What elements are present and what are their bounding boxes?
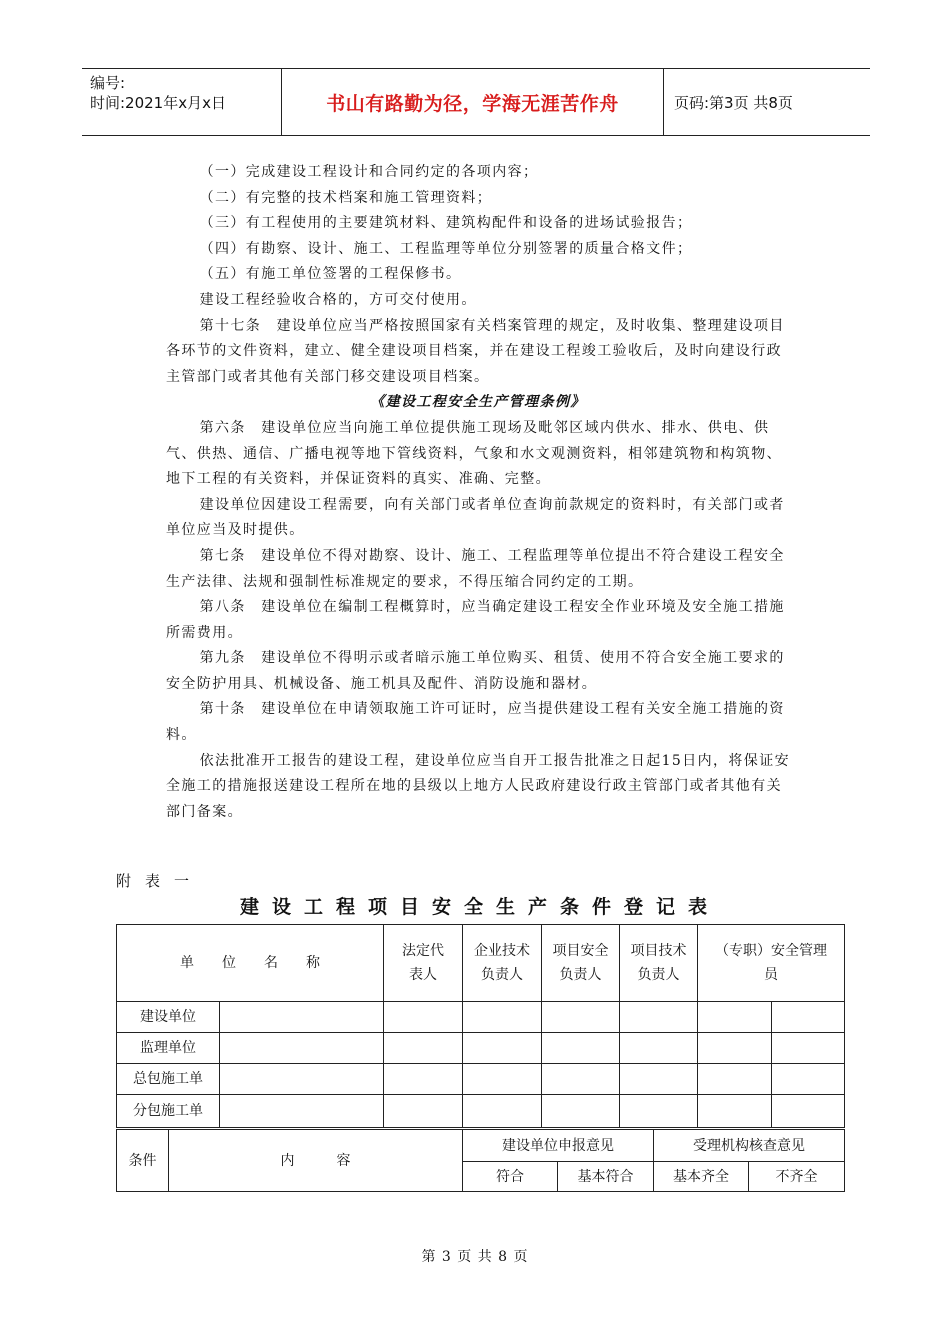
table-row — [117, 1095, 845, 1128]
table-cell[interactable] — [384, 1064, 463, 1095]
row-label: 分包施工单 — [117, 1095, 220, 1128]
article-7: 第七条 建设单位不得对勘察、设计、施工、工程监理等单位提出不符合建设工程安全生产法律、法规和强制性标准规定的要求，不得压缩合同约定的工期。 — [166, 547, 785, 590]
unit-table — [116, 924, 845, 1128]
option-basic-complete: 基本齐全 — [654, 1162, 749, 1192]
table-cell[interactable] — [772, 1033, 845, 1064]
table-cell[interactable] — [542, 1064, 620, 1095]
table-cell[interactable] — [463, 1095, 542, 1128]
table-cell[interactable] — [698, 1033, 772, 1064]
article-9: 第九条 建设单位不得明示或者暗示施工单位购买、租赁、使用不符合安全施工要求的安全防护用具、机械设备、施工机具及配件、消防设施和器材。 — [166, 650, 785, 692]
header-unit-name: 单 位 名 称 — [117, 925, 384, 1002]
header-project-safety: 项目安全负责人 — [542, 925, 620, 1002]
table-cell[interactable] — [620, 1095, 698, 1128]
paragraph: 建设单位因建设工程需要，向有关部门或者单位查询前款规定的资料时，有关部门或者单位应当及时提供。 — [166, 496, 785, 539]
table-cell[interactable] — [384, 1033, 463, 1064]
table-cell[interactable] — [542, 1033, 620, 1064]
header-apply-opinion: 建设单位申报意见 — [463, 1130, 654, 1162]
table-cell[interactable] — [772, 1002, 845, 1033]
header-meta — [82, 69, 282, 135]
list-item: （二）有完整的技术档案和施工管理资料； — [199, 189, 493, 206]
article-17: 第十七条 建设单位应当严格按照国家有关档案管理的规定，及时收集、整理建设项目各环节的文件资料，建立、健全建设项目档案，并在建设工程竣工验收后，及时向建设行政主管部门或者其他有关部门移交建设项目档案。 — [166, 317, 785, 385]
table-cell[interactable] — [463, 1033, 542, 1064]
table-cell[interactable] — [620, 1002, 698, 1033]
table-cell[interactable] — [698, 1002, 772, 1033]
option-incomplete: 不齐全 — [749, 1162, 845, 1192]
header-legal-rep: 法定代表人 — [384, 925, 463, 1002]
article-6: 第六条 建设单位应当向施工单位提供施工现场及毗邻区域内供水、排水、供电、供气、供热、通信、广播电视等地下管线资料，气象和水文观测资料，相邻建筑物和构筑物、地下工程的有关资料，并保证资料的真实、准确、完整。 — [166, 419, 782, 488]
form-title: 建设工程项目安全生产条件登记表 — [239, 896, 720, 918]
article-8: 第八条 建设单位在编制工程概算时，应当确定建设工程安全作业环境及安全施工措施所需费用。 — [166, 599, 785, 641]
table-cell[interactable] — [384, 1095, 463, 1128]
document-time: 时间:2021年x月x日 — [90, 94, 226, 112]
paragraph: 建设工程经验收合格的，方可交付使用。 — [199, 291, 477, 308]
header-slogan: 书山有路勤为径，学海无涯苦作舟 — [282, 69, 664, 135]
row-label: 监理单位 — [117, 1033, 220, 1064]
document-number: 编号: — [90, 74, 126, 92]
table-header-row — [117, 925, 845, 1002]
option-basic-conform: 基本符合 — [558, 1162, 654, 1192]
header-review-opinion: 受理机构核查意见 — [654, 1130, 845, 1162]
table-cell[interactable] — [620, 1064, 698, 1095]
list-item: （五）有施工单位签署的工程保修书。 — [199, 266, 462, 283]
table-cell[interactable] — [220, 1095, 384, 1128]
condition-table — [116, 1129, 845, 1192]
header-condition: 条件 — [117, 1130, 169, 1192]
row-label: 建设单位 — [117, 1002, 220, 1033]
table-cell[interactable] — [220, 1064, 384, 1095]
document-body — [166, 160, 790, 825]
table-cell[interactable] — [772, 1095, 845, 1128]
table-cell[interactable] — [772, 1064, 845, 1095]
table-cell[interactable] — [463, 1002, 542, 1033]
header-content: 内 容 — [169, 1130, 463, 1192]
regulation-title: 《建设工程安全生产管理条例》 — [370, 394, 586, 411]
list-item: （三）有工程使用的主要建筑材料、建筑构配件和设备的进场试验报告； — [199, 215, 693, 232]
table-row — [117, 1002, 845, 1033]
table-cell[interactable] — [542, 1095, 620, 1128]
article-10: 第十条 建设单位在申请领取施工许可证时，应当提供建设工程有关安全施工措施的资料。 — [166, 701, 785, 744]
table-cell[interactable] — [698, 1064, 772, 1095]
list-item: （一）完成建设工程设计和合同约定的各项内容； — [199, 164, 539, 180]
table-cell[interactable] — [463, 1064, 542, 1095]
table-row — [117, 1064, 845, 1095]
table-cell[interactable] — [220, 1033, 384, 1064]
row-label: 总包施工单 — [117, 1064, 220, 1095]
paragraph: 依法批准开工报告的建设工程，建设单位应当自开工报告批准之日起15日内，将保证安全施工的措施报送建设工程所在地的县级以上地方人民政府建设行政主管部门或者其他有关部门备案。 — [166, 752, 791, 820]
list-item: （四）有勘察、设计、施工、工程监理等单位分别签署的质量合格文件； — [199, 240, 693, 257]
table-cell[interactable] — [620, 1033, 698, 1064]
table-cell[interactable] — [542, 1002, 620, 1033]
page-footer: 第 3 页 共 8 页 — [421, 1249, 529, 1265]
table-header-row — [117, 1130, 845, 1162]
table-cell[interactable] — [220, 1002, 384, 1033]
appendix-label: 附表一 — [116, 872, 204, 890]
option-conform: 符合 — [463, 1162, 558, 1192]
header-page-number: 页码:第3页 共8页 — [674, 93, 793, 112]
table-cell[interactable] — [384, 1002, 463, 1033]
page-header — [82, 68, 870, 136]
table-row — [117, 1033, 845, 1064]
header-safety-officer: （专职）安全管理员 — [698, 925, 845, 1002]
header-project-tech: 项目技术负责人 — [620, 925, 698, 1002]
header-tech-lead: 企业技术负责人 — [463, 925, 542, 1002]
table-cell[interactable] — [698, 1095, 772, 1128]
